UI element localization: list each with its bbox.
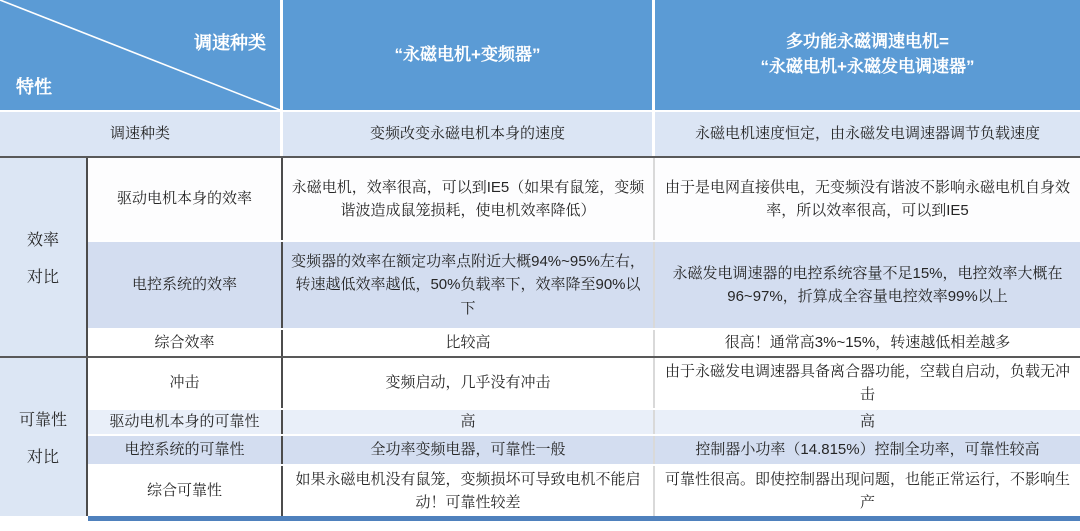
- row-control-reliability-label: 电控系统的可靠性: [88, 436, 283, 464]
- row-overall-reliability: [88, 464, 1080, 516]
- bottom-accent-bar: [0, 516, 1080, 521]
- row-motor-reliability: [88, 408, 1080, 434]
- header-corner-cell: [0, 0, 283, 110]
- row-overall-efficiency-label: 综合效率: [88, 330, 283, 356]
- reliability-group-line1: 可靠性: [18, 412, 67, 429]
- row-speed-type: [0, 112, 1080, 156]
- row-motor-efficiency-vfd: 永磁电机，效率很高，可以到IE5（如果有鼠笼，变频谐波造成鼠笼损耗，使电机效率降低）: [283, 158, 655, 240]
- row-motor-reliability-label: 驱动电机本身的可靠性: [88, 410, 283, 434]
- row-impact-label: 冲击: [88, 358, 283, 408]
- row-control-efficiency-vfd: 变频器的效率在额定功率点附近大概94%~95%左右，转速越低效率越低，50%负载率下，效率降至90%以下: [283, 242, 655, 328]
- header-col-vfd-label: “永磁电机+变频器”: [394, 44, 541, 64]
- row-motor-efficiency-multi: 由于是电网直接供电，无变频没有谐波不影响永磁电机自身效率，所以效率很高，可以到IE5: [664, 178, 1070, 219]
- efficiency-group-line2: 对比: [26, 269, 59, 286]
- row-control-efficiency-label: 电控系统的效率: [88, 242, 283, 328]
- row-control-efficiency: [88, 240, 1080, 328]
- reliability-group-line2: 对比: [26, 449, 59, 466]
- reliability-group-label: [0, 358, 88, 516]
- row-overall-reliability-multi: 可靠性很高。即使控制器出现问题，也能正常运行，不影响生产: [664, 470, 1070, 511]
- header-col-vfd: [283, 0, 655, 110]
- row-speed-type-multi: 永磁电机速度恒定，由永磁发电调速器调节负载速度: [694, 125, 1040, 143]
- row-speed-type-vfd: 变频改变永磁电机本身的速度: [283, 112, 655, 156]
- row-control-reliability-multi: 控制器小功率（14.815%）控制全功率，可靠性较高: [695, 441, 1040, 459]
- row-control-efficiency-multi: 永磁发电调速器的电控系统容量不足15%，电控效率大概在96~97%，折算成全容量电控效率99%以上: [672, 264, 1063, 305]
- header-col-multi-line2: “永磁电机+永磁发电调速器”: [760, 57, 975, 76]
- header-col-multi-line1: 多功能永磁调速电机=: [786, 32, 949, 52]
- row-motor-efficiency: [88, 158, 1080, 240]
- row-speed-type-label: 调速种类: [0, 112, 283, 156]
- row-motor-reliability-vfd: 高: [283, 410, 655, 434]
- row-control-reliability: [88, 434, 1080, 464]
- reliability-band: [0, 358, 1080, 516]
- row-overall-reliability-label: 综合可靠性: [88, 466, 283, 516]
- efficiency-group-label: [0, 158, 88, 356]
- row-impact: [88, 358, 1080, 408]
- row-control-reliability-vfd: 全功率变频电器，可靠性一般: [283, 436, 655, 464]
- header-axis-speed-type: 调速种类: [194, 33, 266, 53]
- row-overall-efficiency-multi: 很高！通常高3%~15%，转速越低相差越多: [724, 334, 1011, 352]
- row-overall-efficiency-vfd: 比较高: [283, 330, 655, 356]
- header-col-multi: [655, 0, 1080, 110]
- efficiency-band: [0, 158, 1080, 356]
- row-overall-efficiency: [88, 328, 1080, 356]
- header-axis-characteristic: 特性: [16, 76, 52, 97]
- efficiency-group-line1: 效率: [26, 232, 59, 249]
- row-impact-multi: 由于永磁发电调速器具备离合器功能，空载自启动，负载无冲击: [664, 362, 1070, 403]
- row-motor-efficiency-label: 驱动电机本身的效率: [88, 158, 283, 240]
- table-header-row: [0, 0, 1080, 110]
- row-overall-reliability-vfd: 如果永磁电机没有鼠笼，变频损坏可导致电机不能启动！可靠性较差: [283, 466, 655, 516]
- row-motor-reliability-multi: 高: [859, 413, 875, 431]
- row-impact-vfd: 变频启动，几乎没有冲击: [283, 358, 655, 408]
